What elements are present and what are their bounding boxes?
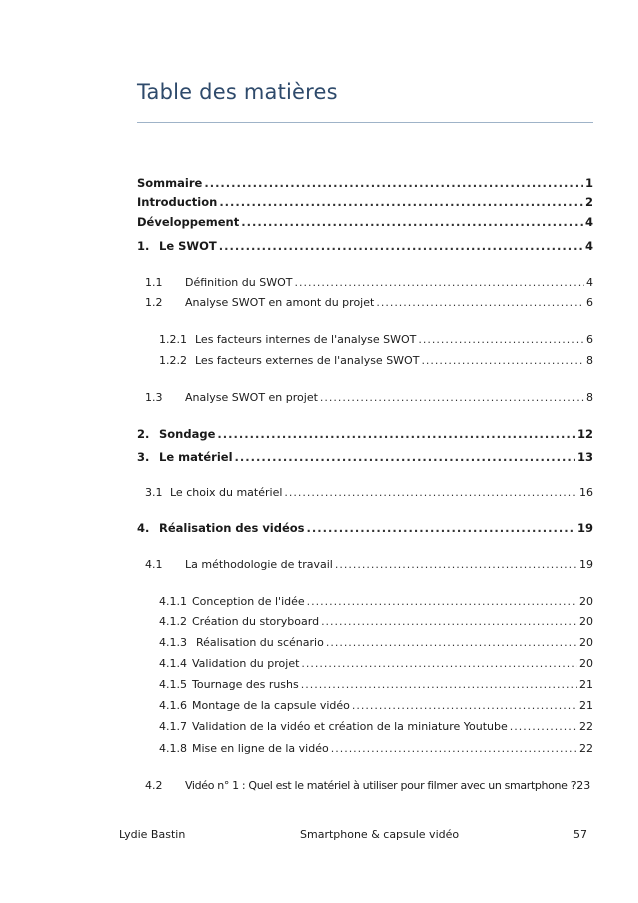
toc-entry-2[interactable] <box>137 427 593 441</box>
toc-entry-label: Réalisation des vidéos <box>159 521 305 535</box>
toc-entry-label: Montage de la capsule vidéo <box>192 699 350 712</box>
toc-leader-dots <box>376 296 584 310</box>
toc-entry-3[interactable] <box>137 450 593 464</box>
toc-entry-4-1-7[interactable] <box>159 720 593 734</box>
toc-entry-number: 2. <box>137 427 150 441</box>
toc-entry-number: 1.3 <box>145 391 163 404</box>
toc-entry-number: 4. <box>137 521 150 535</box>
toc-entry-number: 4.1.2 <box>159 615 187 628</box>
toc-entry-page: 6 <box>586 296 593 309</box>
toc-entry-page: 22 <box>579 742 593 755</box>
toc-entry-4-1-1[interactable] <box>159 595 593 609</box>
toc-entry-label: Introduction <box>137 195 218 209</box>
toc-entry-page: 4 <box>584 215 593 229</box>
toc-entry-page: 21 <box>579 678 593 691</box>
toc-entry-page: 8 <box>586 391 593 404</box>
toc-entry-page: 4 <box>584 239 593 253</box>
toc-entry-1-2-1[interactable] <box>159 333 593 347</box>
toc-entry-number: 4.1.8 <box>159 742 187 755</box>
toc-entry-label: Réalisation du scénario <box>196 636 324 649</box>
toc-entry-number: 1.1 <box>145 276 163 289</box>
footer-page-number: 57 <box>573 828 587 841</box>
toc-leader-dots <box>510 720 577 734</box>
toc-entry-label: Les facteurs internes de l'analyse SWOT <box>195 333 417 346</box>
toc-leader-dots <box>418 333 584 347</box>
toc-entry-number: 1. <box>137 239 150 253</box>
toc-leader-dots <box>235 450 575 464</box>
toc-entry-4-1-3[interactable] <box>159 636 593 650</box>
toc-entry-number: 4.1.4 <box>159 657 187 670</box>
toc-leader-dots <box>421 354 584 368</box>
toc-entry-label: Le matériel <box>159 450 233 464</box>
toc-entry-label: Tournage des rushs <box>192 678 299 691</box>
toc-entry-label: Le choix du matériel <box>170 486 283 499</box>
toc-leader-dots <box>326 636 577 650</box>
toc-entry-label: Validation de la vidéo et création de la miniature Youtube <box>192 720 508 733</box>
toc-entry-label: Création du storyboard <box>192 615 320 628</box>
toc-entry-page: 23 <box>576 779 591 792</box>
toc-leader-dots <box>331 742 577 756</box>
toc-entry-4-2[interactable] <box>145 779 593 793</box>
toc-leader-dots <box>307 521 575 535</box>
toc-entry-page: 13 <box>576 450 593 464</box>
toc-entry-label: Définition du SWOT <box>185 276 293 289</box>
toc-entry-label: Les facteurs externes de l'analyse SWOT <box>195 354 420 367</box>
toc-leader-dots <box>219 239 583 253</box>
toc-entry-1-2[interactable] <box>145 296 593 310</box>
toc-entry-number: 1.2 <box>145 296 163 309</box>
toc-entry-page: 8 <box>586 354 593 367</box>
toc-entry-label: Conception de l'idée <box>192 595 305 608</box>
title-divider <box>137 122 593 123</box>
toc-entry-1-1[interactable] <box>145 276 593 290</box>
toc-leader-dots <box>335 558 577 572</box>
toc-entry-sommaire[interactable] <box>137 176 593 190</box>
toc-leader-dots <box>352 699 577 713</box>
toc-entry-1-2-2[interactable] <box>159 354 593 368</box>
toc-entry-page: 19 <box>576 521 593 535</box>
toc-entry-page: 6 <box>586 333 593 346</box>
toc-entry-4-1-8[interactable] <box>159 742 593 756</box>
toc-entry-page: 2 <box>584 195 593 209</box>
toc-leader-dots <box>321 615 577 629</box>
toc-entry-number: 1.2.1 <box>159 333 187 346</box>
toc-entry-page: 20 <box>579 615 593 628</box>
toc-entry-label: Développement <box>137 215 240 229</box>
page-title: Table des matières <box>137 80 338 104</box>
toc-entry-label: Mise en ligne de la vidéo <box>192 742 329 755</box>
toc-entry-4[interactable] <box>137 521 593 535</box>
toc-leader-dots <box>284 486 577 500</box>
toc-entry-number: 4.2 <box>145 779 163 792</box>
toc-leader-dots <box>219 195 583 209</box>
toc-entry-label: Validation du projet <box>192 657 300 670</box>
toc-entry-page: 22 <box>579 720 593 733</box>
toc-leader-dots <box>320 391 584 405</box>
toc-entry-3-1[interactable] <box>145 486 593 500</box>
toc-entry-page: 20 <box>579 595 593 608</box>
toc-entry-label: Analyse SWOT en amont du projet <box>185 296 375 309</box>
toc-entry-page: 4 <box>586 276 593 289</box>
toc-entry-4-1[interactable] <box>145 558 593 572</box>
toc-entry-number: 4.1.6 <box>159 699 187 712</box>
toc-entry-label: Analyse SWOT en projet <box>185 391 318 404</box>
toc-entry-4-1-2[interactable] <box>159 615 593 629</box>
toc-leader-dots <box>241 215 583 229</box>
footer-author: Lydie Bastin <box>119 828 186 841</box>
toc-entry-developpement[interactable] <box>137 215 593 229</box>
toc-entry-label: Sommaire <box>137 176 203 190</box>
toc-entry-page: 20 <box>579 636 593 649</box>
toc-entry-1-3[interactable] <box>145 391 593 405</box>
toc-entry-page: 12 <box>576 427 593 441</box>
toc-entry-label: La méthodologie de travail <box>185 558 333 571</box>
toc-entry-page: 16 <box>579 486 593 499</box>
toc-entry-number: 3. <box>137 450 150 464</box>
toc-entry-page: 1 <box>584 176 593 190</box>
toc-entry-number: 4.1 <box>145 558 163 571</box>
toc-entry-number: 1.2.2 <box>159 354 187 367</box>
toc-leader-dots <box>307 595 577 609</box>
toc-leader-dots <box>301 678 577 692</box>
toc-entry-label: Sondage <box>159 427 216 441</box>
toc-entry-number: 4.1.7 <box>159 720 187 733</box>
toc-entry-page: 21 <box>579 699 593 712</box>
toc-leader-dots <box>301 657 577 671</box>
toc-leader-dots <box>204 176 583 190</box>
toc-entry-number: 4.1.1 <box>159 595 187 608</box>
footer-document-title: Smartphone & capsule vidéo <box>300 828 460 841</box>
toc-entry-label: Vidéo n° 1 : Quel est le matériel à utiliser pour filmer avec un smartphone ? <box>185 779 577 792</box>
toc-entry-number: 4.1.3 <box>159 636 187 649</box>
toc-entry-4-1-5[interactable] <box>159 678 593 692</box>
toc-entry-4-1-6[interactable] <box>159 699 593 713</box>
toc-leader-dots <box>217 427 575 441</box>
toc-entry-number: 4.1.5 <box>159 678 187 691</box>
toc-entry-introduction[interactable] <box>137 195 593 209</box>
toc-entry-4-1-4[interactable] <box>159 657 593 671</box>
toc-entry-label: Le SWOT <box>159 239 217 253</box>
toc-entry-page: 19 <box>579 558 593 571</box>
toc-entry-1[interactable] <box>137 239 593 253</box>
toc-entry-number: 3.1 <box>145 486 163 499</box>
toc-entry-page: 20 <box>579 657 593 670</box>
toc-leader-dots <box>294 276 584 290</box>
